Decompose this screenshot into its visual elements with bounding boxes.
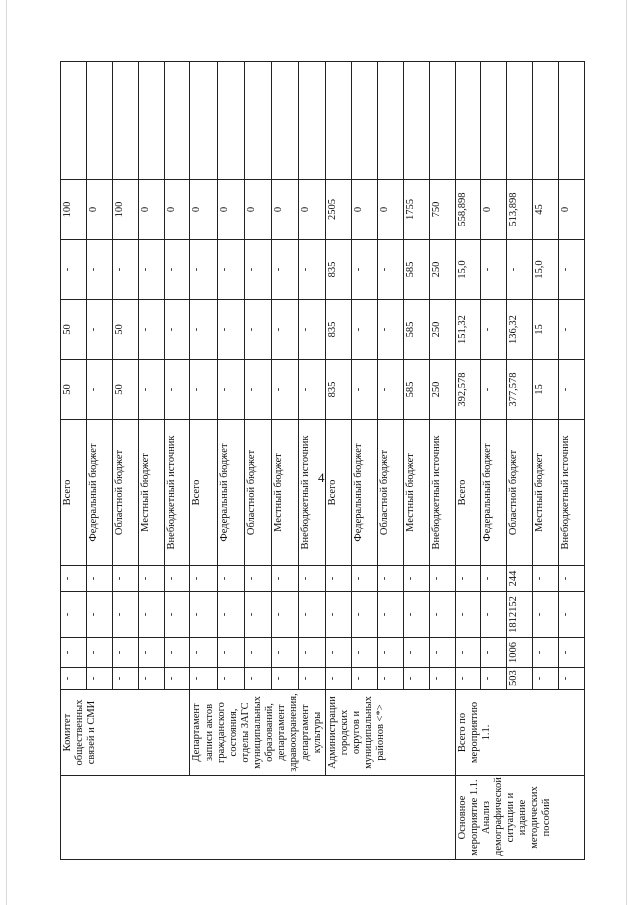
code-cell: -	[455, 638, 481, 668]
code-cell: -	[377, 668, 403, 690]
total-cell: 0	[86, 180, 112, 240]
source-cell: Федеральный бюджет	[86, 420, 112, 566]
code-cell: -	[271, 638, 298, 668]
year3-cell: -	[352, 240, 378, 300]
source-cell: Местный бюджет	[533, 420, 559, 566]
source-cell: Местный бюджет	[138, 420, 164, 566]
code-cell: -	[61, 566, 87, 592]
source-cell: Внебюджетный источник	[429, 420, 455, 566]
year3-cell: -	[86, 240, 112, 300]
code-cell: -	[352, 668, 378, 690]
total-cell: 0	[138, 180, 164, 240]
year2-cell: -	[190, 300, 217, 360]
source-cell: Внебюджетный источник	[559, 420, 585, 566]
blank-cell	[455, 62, 481, 180]
code-cell: -	[481, 566, 507, 592]
code-cell: -	[217, 566, 244, 592]
year1-cell: 50	[61, 360, 87, 420]
source-cell: Областной бюджет	[377, 420, 403, 566]
blank-cell	[377, 62, 403, 180]
blank-cell	[481, 62, 507, 180]
year2-cell: 136,32	[507, 300, 533, 360]
code-cell: -	[533, 638, 559, 668]
code-cell: -	[403, 638, 429, 668]
code-cell: -	[164, 566, 190, 592]
blank-cell	[138, 62, 164, 180]
code-cell: -	[61, 638, 87, 668]
total-cell: 513,898	[507, 180, 533, 240]
total-cell: 100	[112, 180, 138, 240]
source-cell: Внебюджетный источник	[298, 420, 325, 566]
year1-cell: -	[377, 360, 403, 420]
total-cell: 2505	[326, 180, 352, 240]
year3-cell: 15,0	[533, 240, 559, 300]
code-cell: -	[298, 638, 325, 668]
year2-cell: -	[271, 300, 298, 360]
code-cell: -	[298, 668, 325, 690]
year1-cell: 392,578	[455, 360, 481, 420]
code-cell: -	[326, 592, 352, 638]
source-cell: Всего	[326, 420, 352, 566]
year2-cell: 50	[61, 300, 87, 360]
code-cell: -	[86, 638, 112, 668]
code-cell: -	[244, 638, 271, 668]
code-cell: -	[559, 592, 585, 638]
year1-cell: -	[164, 360, 190, 420]
code-cell: 244	[507, 566, 533, 592]
year1-cell: 585	[403, 360, 429, 420]
code-cell: -	[533, 668, 559, 690]
blank-cell	[112, 62, 138, 180]
code-cell: -	[352, 592, 378, 638]
code-cell: -	[112, 668, 138, 690]
year2-cell: -	[352, 300, 378, 360]
source-cell: Всего	[190, 420, 217, 566]
year1-cell: -	[86, 360, 112, 420]
year3-cell: 250	[429, 240, 455, 300]
code-cell: -	[352, 638, 378, 668]
year1-cell: -	[244, 360, 271, 420]
year1-cell: -	[481, 360, 507, 420]
year2-cell: -	[164, 300, 190, 360]
budget-table	[60, 61, 585, 860]
blank-cell	[164, 62, 190, 180]
year1-cell: 835	[326, 360, 352, 420]
code-cell: -	[429, 566, 455, 592]
rotated-table-area	[60, 62, 578, 860]
table-row	[455, 62, 481, 860]
total-cell: 1755	[403, 180, 429, 240]
code-cell: -	[481, 638, 507, 668]
code-cell: -	[533, 566, 559, 592]
blank-cell	[190, 62, 217, 180]
code-cell: -	[533, 592, 559, 638]
entity-cell: Всего по мероприятию 1.1.	[455, 690, 584, 776]
year2-cell: -	[138, 300, 164, 360]
source-cell: Федеральный бюджет	[352, 420, 378, 566]
code-cell: -	[403, 592, 429, 638]
code-cell: -	[164, 638, 190, 668]
code-cell: -	[138, 638, 164, 668]
code-cell: -	[61, 668, 87, 690]
year1-cell: -	[271, 360, 298, 420]
code-cell: 1006	[507, 638, 533, 668]
code-cell: -	[86, 668, 112, 690]
code-cell: -	[244, 668, 271, 690]
code-cell: -	[217, 638, 244, 668]
code-cell: 1812152	[507, 592, 533, 638]
code-cell: -	[377, 566, 403, 592]
code-cell: -	[271, 592, 298, 638]
year1-cell: -	[352, 360, 378, 420]
blank-cell	[507, 62, 533, 180]
code-cell: -	[217, 592, 244, 638]
blank-cell	[217, 62, 244, 180]
year2-cell: 835	[326, 300, 352, 360]
code-cell: -	[377, 638, 403, 668]
code-cell: -	[352, 566, 378, 592]
code-cell: -	[298, 566, 325, 592]
code-cell: -	[455, 668, 481, 690]
year1-cell: -	[138, 360, 164, 420]
year3-cell: -	[481, 240, 507, 300]
scan-edge-left	[6, 0, 7, 905]
blank-cell	[559, 62, 585, 180]
code-cell: -	[86, 592, 112, 638]
code-cell: -	[429, 638, 455, 668]
total-cell: 750	[429, 180, 455, 240]
source-cell: Областной бюджет	[507, 420, 533, 566]
code-cell: -	[190, 668, 217, 690]
table-row	[326, 62, 352, 860]
code-cell: -	[403, 668, 429, 690]
blank-cell	[86, 62, 112, 180]
code-cell: -	[481, 592, 507, 638]
year2-cell: -	[377, 300, 403, 360]
entity-cell: Департамент записи актов гражданского состояния, отделы ЗАГС муниципальных образований, департамент здравоохранения, департамент культуры	[190, 690, 326, 776]
entity-cell: Комитет общественных связей и СМИ	[61, 690, 190, 776]
year3-cell: -	[190, 240, 217, 300]
code-cell: -	[271, 668, 298, 690]
code-cell: -	[271, 566, 298, 592]
status-cell	[61, 776, 456, 860]
year2-cell: -	[298, 300, 325, 360]
blank-cell	[244, 62, 271, 180]
blank-cell	[326, 62, 352, 180]
year3-cell: 585	[403, 240, 429, 300]
year3-cell: -	[61, 240, 87, 300]
year2-cell: 15	[533, 300, 559, 360]
code-cell: -	[164, 592, 190, 638]
year3-cell: -	[138, 240, 164, 300]
table-row	[61, 62, 87, 860]
code-cell: -	[112, 638, 138, 668]
year3-cell: -	[112, 240, 138, 300]
code-cell: -	[429, 592, 455, 638]
code-cell: -	[429, 668, 455, 690]
year1-cell: -	[559, 360, 585, 420]
year1-cell: -	[190, 360, 217, 420]
code-cell: -	[190, 592, 217, 638]
source-cell: Федеральный бюджет	[481, 420, 507, 566]
total-cell: 0	[190, 180, 217, 240]
year3-cell: 15,0	[455, 240, 481, 300]
code-cell: -	[559, 566, 585, 592]
year2-cell: -	[86, 300, 112, 360]
year2-cell: 250	[429, 300, 455, 360]
code-cell: -	[559, 638, 585, 668]
year3-cell: -	[377, 240, 403, 300]
code-cell: -	[326, 638, 352, 668]
code-cell: -	[326, 566, 352, 592]
total-cell: 0	[217, 180, 244, 240]
code-cell: -	[112, 566, 138, 592]
year3-cell: -	[244, 240, 271, 300]
code-cell: -	[164, 668, 190, 690]
year2-cell: -	[217, 300, 244, 360]
blank-cell	[271, 62, 298, 180]
blank-cell	[352, 62, 378, 180]
year3-cell: -	[559, 240, 585, 300]
code-cell: -	[138, 668, 164, 690]
year3-cell: -	[271, 240, 298, 300]
total-cell: 0	[244, 180, 271, 240]
total-cell: 0	[271, 180, 298, 240]
year1-cell: -	[217, 360, 244, 420]
code-cell: -	[455, 566, 481, 592]
code-cell: -	[481, 668, 507, 690]
total-cell: 45	[533, 180, 559, 240]
year3-cell: -	[507, 240, 533, 300]
code-cell: -	[138, 566, 164, 592]
year3-cell: -	[298, 240, 325, 300]
source-cell: Федеральный бюджет	[217, 420, 244, 566]
code-cell: -	[559, 668, 585, 690]
year3-cell: -	[217, 240, 244, 300]
year2-cell: 585	[403, 300, 429, 360]
year1-cell: 377,578	[507, 360, 533, 420]
total-cell: 100	[61, 180, 87, 240]
code-cell: -	[455, 592, 481, 638]
code-cell: -	[377, 592, 403, 638]
total-cell: 558,898	[455, 180, 481, 240]
year2-cell: 151,32	[455, 300, 481, 360]
code-cell: -	[244, 566, 271, 592]
code-cell: -	[298, 592, 325, 638]
year2-cell: -	[481, 300, 507, 360]
blank-cell	[429, 62, 455, 180]
code-cell: 503	[507, 668, 533, 690]
code-cell: -	[217, 668, 244, 690]
total-cell: 0	[559, 180, 585, 240]
source-cell: Всего	[61, 420, 87, 566]
year3-cell: -	[164, 240, 190, 300]
scan-edge-right	[626, 0, 627, 905]
code-cell: -	[112, 592, 138, 638]
year2-cell: 50	[112, 300, 138, 360]
code-cell: -	[326, 668, 352, 690]
code-cell: -	[190, 566, 217, 592]
page-number: 4	[318, 470, 325, 485]
code-cell: -	[138, 592, 164, 638]
code-cell: -	[244, 592, 271, 638]
blank-cell	[61, 62, 87, 180]
code-cell: -	[190, 638, 217, 668]
year3-cell: 835	[326, 240, 352, 300]
total-cell: 0	[481, 180, 507, 240]
blank-cell	[533, 62, 559, 180]
source-cell: Областной бюджет	[244, 420, 271, 566]
source-cell: Местный бюджет	[403, 420, 429, 566]
year2-cell: -	[559, 300, 585, 360]
year1-cell: 50	[112, 360, 138, 420]
source-cell: Всего	[455, 420, 481, 566]
blank-cell	[298, 62, 325, 180]
year1-cell: -	[298, 360, 325, 420]
entity-cell: Администрации городских округов и муниципальных районов <*>	[326, 690, 455, 776]
code-cell: -	[86, 566, 112, 592]
total-cell: 0	[352, 180, 378, 240]
source-cell: Внебюджетный источник	[164, 420, 190, 566]
code-cell: -	[403, 566, 429, 592]
code-cell: -	[61, 592, 87, 638]
blank-cell	[403, 62, 429, 180]
total-cell: 0	[377, 180, 403, 240]
year1-cell: 250	[429, 360, 455, 420]
year2-cell: -	[244, 300, 271, 360]
total-cell: 0	[298, 180, 325, 240]
table-row	[190, 62, 217, 860]
source-cell: Областной бюджет	[112, 420, 138, 566]
year1-cell: 15	[533, 360, 559, 420]
total-cell: 0	[164, 180, 190, 240]
source-cell: Местный бюджет	[271, 420, 298, 566]
status-cell: Основное мероприятие 1.1. Анализ демографической ситуации и издание методических пособий	[455, 776, 584, 860]
